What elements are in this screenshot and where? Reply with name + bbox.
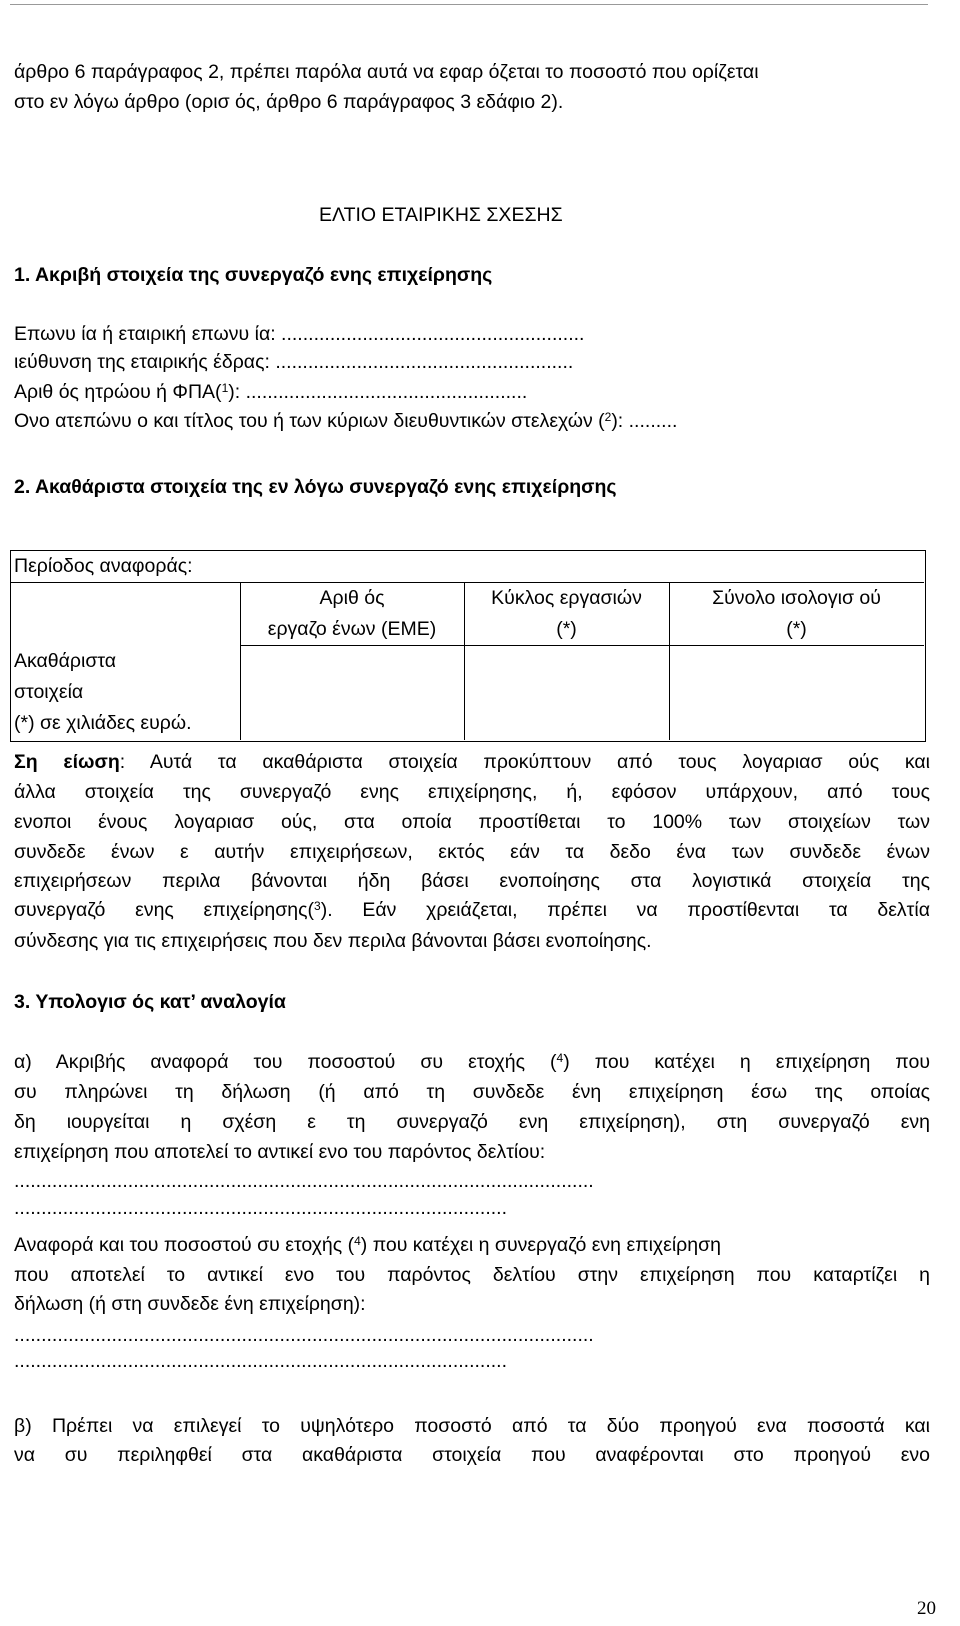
col-header-turnover-1: Κύκλος εργασιών bbox=[491, 587, 642, 609]
note-line-3: ενοποι ένους λογαριασ ούς, στα οποία προστίθεται το 100% των στοιχείων των bbox=[14, 811, 930, 833]
top-rule bbox=[10, 4, 928, 5]
section-1-heading: 1. Ακριβή στοιχεία της συνεργαζό ενης επιχείρησης bbox=[14, 264, 493, 286]
row-label-3: (*) σε χιλιάδες ευρώ. bbox=[14, 712, 192, 734]
dotted-line-1: ........................................................................................................... bbox=[14, 1170, 594, 1192]
footnote-ref-1: 1 bbox=[221, 381, 229, 395]
col-header-turnover-2: (*) bbox=[556, 618, 577, 640]
section-2-heading: 2. Ακαθάριστα στοιχεία της εν λόγω συνεργαζό ενης επιχείρησης bbox=[14, 476, 617, 498]
intro-line-1: άρθρο 6 παράγραφος 2, πρέπει παρόλα αυτά να εφαρ όζεται το ποσοστό που ορίζεται bbox=[14, 61, 759, 83]
note-label: Ση είωση bbox=[14, 751, 120, 773]
period-label: Περίοδος αναφοράς: bbox=[14, 555, 193, 577]
gross-data-table bbox=[10, 550, 926, 742]
a-line-1: α) Ακριβής αναφορά του ποσοστού συ ετοχής ($^4$) που κατέχει η επιχείρηση που bbox=[14, 1051, 930, 1073]
field-registered-address: ιεύθυνση της εταιρικής έδρας: ....................................................... bbox=[14, 351, 574, 373]
note-line-6: συνεργαζό ενης επιχείρησης($^3$). Εάν χρειάζεται, πρέπει να προστίθενται τα δελτία bbox=[14, 899, 930, 921]
section-3-heading: 3. Υπολογισ ός κατ’ αναλογία bbox=[14, 991, 286, 1013]
col-header-employees-2: εργαζο ένων (ΕΜΕ) bbox=[267, 618, 437, 640]
footnote-ref-3: 3 bbox=[314, 899, 321, 913]
note-line-7: σύνδεσης για τις επιχειρήσεις που δεν περιλα βάνονται βάσει ενοποίησης. bbox=[14, 930, 652, 952]
page-number: 20 bbox=[917, 1598, 936, 1619]
footnote-ref-4a: 4 bbox=[556, 1051, 564, 1065]
a-line-3: δη ιουργείται η σχέση ε τη συνεργαζό ενη επιχείρηση), στη συνεργαζό ενη bbox=[14, 1111, 930, 1133]
note-line-5: επιχειρήσεων περιλα βάνονται ήδη βάσει ενοποίησης στα λογιστικά στοιχεία της bbox=[14, 870, 930, 892]
beta-line-2: να συ περιληφθεί στα ακαθάριστα στοιχεία που αναφέρονται στο προηγού ενο bbox=[14, 1444, 930, 1466]
row-label-1: Ακαθάριστα bbox=[14, 650, 117, 672]
footnote-ref-2: 2 bbox=[604, 410, 612, 424]
note-line-4: συνδεδε ένων ε αυτήν επιχειρήσεων, εκτός εάν τα δεδο ένα των συνδεδε ένων bbox=[14, 841, 930, 863]
dotted-line-3: ........................................................................................................... bbox=[14, 1324, 594, 1346]
intro-line-2: στο εν λόγω άρθρο (ορισ ός, άρθρο 6 παράγραφος 3 εδάφιο 2). bbox=[14, 91, 564, 113]
table-rule-header bbox=[240, 645, 924, 646]
beta-line-1: β) Πρέπει να επιλεγεί το υψηλότερο ποσοστό από τα δύο προηγού ενα ποσοστά και bbox=[14, 1415, 930, 1437]
note-line-1: Ση είωση: Αυτά τα ακαθάριστα στοιχεία προκύπτουν από τους λογαριασ ούς και bbox=[14, 751, 930, 773]
field-registration-number: Αριθ ός ητρώου ή ΦΠΑ($^1$): .................................................... bbox=[14, 381, 528, 403]
a-line-2: συ πληρώνει τη δήλωση (ή από τη συνδεδε ένη επιχείρηση έσω της οποίας bbox=[14, 1081, 930, 1103]
footnote-ref-4b: 4 bbox=[354, 1234, 361, 1248]
b-line-2: που αποτελεί το αντικεί ενο του παρόντος δελτίου στην επιχείρηση που καταρτίζει η bbox=[14, 1264, 930, 1286]
col-header-balance-1: Σύνολο ισολογισ ού bbox=[712, 587, 881, 609]
field-executives: Ονο ατεπώνυ ο και τίτλος του ή των κύριων διευθυντικών στελεχών ($^2$): ......... bbox=[14, 410, 678, 432]
row-label-2: στοιχεία bbox=[14, 681, 84, 703]
dotted-line-4: ........................................................................................... bbox=[14, 1350, 508, 1372]
dotted-line-2: ........................................................................................... bbox=[14, 1197, 508, 1219]
b-line-1: Αναφορά και του ποσοστού συ ετοχής ($^4$) που κατέχει η συνεργαζό ενη επιχείρηση bbox=[14, 1234, 721, 1256]
col-header-employees-1: Αριθ ός bbox=[319, 587, 385, 609]
col-header-balance-2: (*) bbox=[786, 618, 807, 640]
form-title: ΕΛΤΙΟ ΕΤΑΙΡΙΚΗΣ ΣΧΕΣΗΣ bbox=[319, 204, 563, 226]
a-line-4: επιχείρηση που αποτελεί το αντικεί ενο του παρόντος δελτίου: bbox=[14, 1141, 546, 1163]
b-line-3: δήλωση (ή στη συνδεδε ένη επιχείρηση): bbox=[14, 1293, 366, 1315]
field-company-name: Επωνυ ία ή εταιρική επωνυ ία: ........................................................ bbox=[14, 323, 585, 345]
note-line-2: άλλα στοιχεία της συνεργαζό ενης επιχείρησης, ή, εφόσον υπάρχουν, από τους bbox=[14, 781, 930, 803]
